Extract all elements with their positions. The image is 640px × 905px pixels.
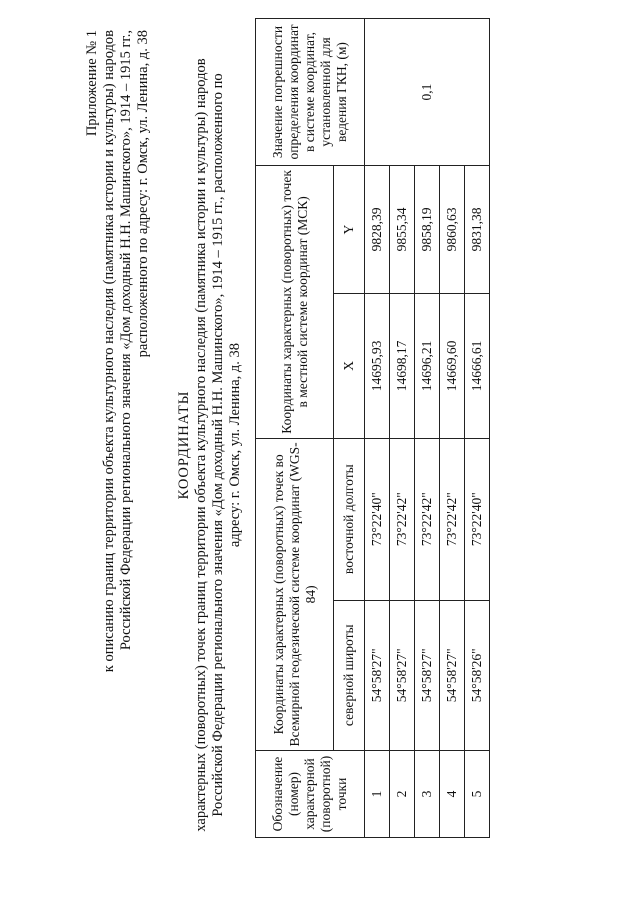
cell-lon: 73°22'42" xyxy=(415,438,440,600)
cell-error: 0,1 xyxy=(365,19,490,166)
cell-lon: 73°22'40" xyxy=(465,438,490,600)
cell-x: 14695,93 xyxy=(365,293,390,438)
cell-lat: 54°58'27" xyxy=(415,600,440,750)
coordinates-table xyxy=(255,18,490,838)
header-point: Обозначение (номер) характерной (поворотной) точки xyxy=(256,751,365,838)
document-title xyxy=(176,55,244,835)
cell-lat: 54°58'27" xyxy=(390,600,415,750)
appendix-header xyxy=(84,30,152,730)
appendix-text: к описанию границ территории объекта культурного наследия (памятника истории и культуры) народов Российской Федерации регионального значения «Дом доходный Н.Н. Машинского», 1914 – 1915 гг., расположенного по адресу: г. Омск, ул. Ленина, д. 38 xyxy=(101,30,151,673)
header-wgs-lat: северной широты xyxy=(334,600,365,750)
header-msk: Координаты характерных (поворотных) точек в местной системе координат (МСК) xyxy=(256,166,334,439)
cell-y: 9858,19 xyxy=(415,166,440,294)
cell-lon: 73°22'40" xyxy=(365,438,390,600)
cell-lon: 73°22'42" xyxy=(390,438,415,600)
cell-x: 14698,17 xyxy=(390,293,415,438)
cell-y: 9828,39 xyxy=(365,166,390,294)
cell-y: 9860,63 xyxy=(440,166,465,294)
cell-point: 5 xyxy=(465,751,490,838)
title-heading: КООРДИНАТЫ xyxy=(176,390,192,500)
cell-x: 14669,60 xyxy=(440,293,465,438)
cell-point: 2 xyxy=(390,751,415,838)
header-msk-x: X xyxy=(334,293,365,438)
cell-x: 14666,61 xyxy=(465,293,490,438)
cell-point: 3 xyxy=(415,751,440,838)
cell-lat: 54°58'27" xyxy=(440,600,465,750)
appendix-number: Приложение № 1 xyxy=(84,30,100,137)
cell-point: 4 xyxy=(440,751,465,838)
cell-y: 9831,38 xyxy=(465,166,490,294)
cell-y: 9855,34 xyxy=(390,166,415,294)
table-row xyxy=(365,19,390,838)
header-error: Значение погрешности определения координат в системе координат, установленной для ведения ГКН, (м) xyxy=(256,19,365,166)
header-msk-y: Y xyxy=(334,166,365,294)
title-subtitle: характерных (поворотных) точек границ территории объекта культурного наследия (памятника истории и культуры) народов Российской Федерации регионального значения «Дом доходный Н.Н. Машинского», 1914 – 1915 гг., расположенного по адресу: г. Омск, ул. Ленина, д. 38 xyxy=(193,58,243,832)
header-wgs: Координаты характерных (поворотных) точек во Всемирной геодезической системе координат (WGS-84) xyxy=(256,438,334,750)
cell-lat: 54°58'27" xyxy=(365,600,390,750)
cell-point: 1 xyxy=(365,751,390,838)
cell-lat: 54°58'26" xyxy=(465,600,490,750)
header-wgs-lon: восточной долготы xyxy=(334,438,365,600)
cell-lon: 73°22'42" xyxy=(440,438,465,600)
cell-x: 14696,21 xyxy=(415,293,440,438)
